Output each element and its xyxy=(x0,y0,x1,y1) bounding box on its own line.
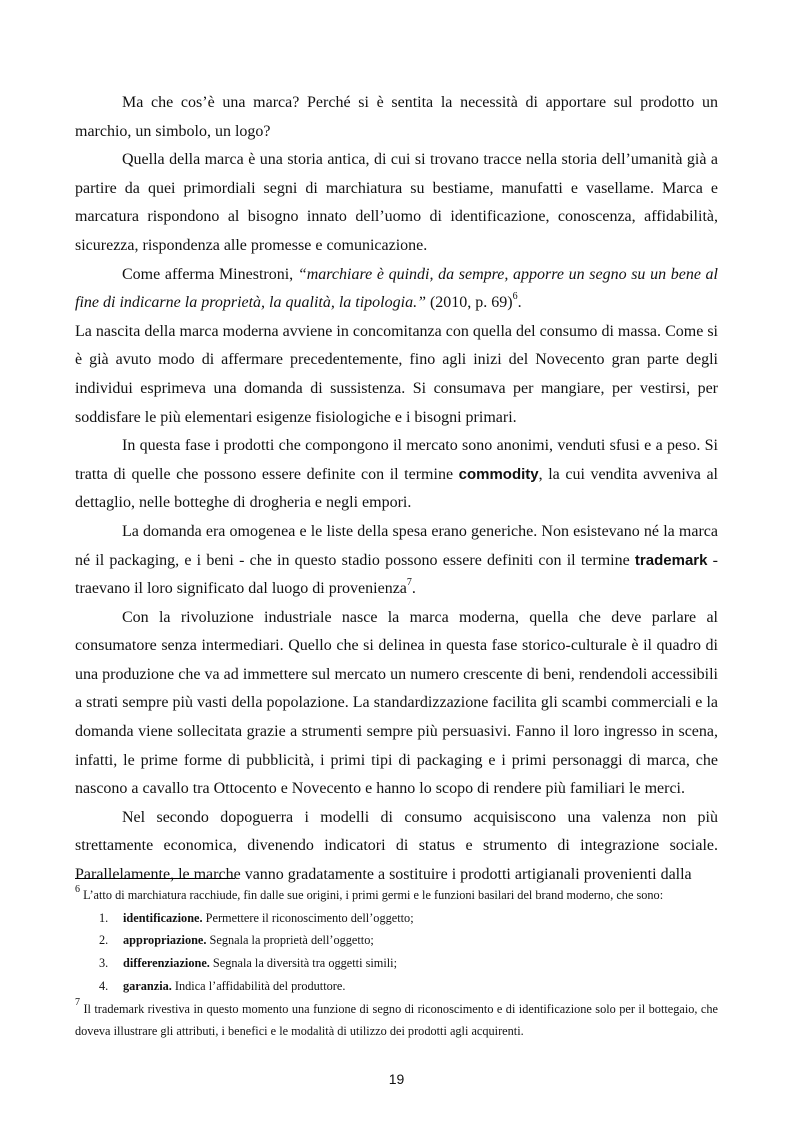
footnote-ref[interactable]: 7 xyxy=(406,576,412,588)
paragraph: La nascita della marca moderna avviene in concomitanza con quella del consumo di massa. Come si è già avuto modo di affermare precedentemente, fino agli inizi del Novecento gran parte degli individui esprimeva una domanda di sussistenza. Si consumava per mangiare, per vestirsi, per soddisfare le più elementari esigenze fisiologiche e i bisogni primari. xyxy=(75,322,718,426)
footnote-6 xyxy=(75,884,718,907)
term-trademark: trademark xyxy=(634,551,708,569)
paragraph xyxy=(75,518,718,604)
footnote-7 xyxy=(75,998,718,1043)
list-number: 3. xyxy=(99,956,109,971)
text-span: In questa fase i prodotti che compongono il mercato sono anonimi, venduti sfusi e a peso. Si tratta di quelle che possono essere definite con il termine xyxy=(75,437,718,483)
list-item xyxy=(75,907,718,930)
list-term: garanzia. xyxy=(123,978,172,993)
paragraph xyxy=(75,432,718,518)
term-commodity: commodity xyxy=(458,465,539,483)
list-term: identificazione. xyxy=(123,910,203,925)
paragraph: Con la rivoluzione industriale nasce la marca moderna, quella che deve parlare al consumatore senza intermediari. Quello che si delinea in questa fase storico-culturale è il quadro di una produzione che va ad immettere sul mercato un numero crescente di beni, rendendoli accessibili a strati sempre più vasti della popolazione. La standardizzazione facilita gli scambi commerciali e la domanda viene sollecitata grazie a strumenti sempre più persuasivi. Fanno il loro ingresso in scena, infatti, le prime forme di pubblicità, i primi tipi di packaging e i primi personaggi di marca, che nascono a cavallo tra Ottocento e Novecento e hanno lo scopo di rendere più familiari le merci. xyxy=(75,608,718,798)
footnote-text: L’atto di marchiatura racchiude, fin dalle sue origini, i primi germi e le funzioni basilari del brand moderno, che sono: xyxy=(80,888,664,902)
citation: (2010, p. 69) xyxy=(425,294,513,312)
list-desc: Permettere il riconoscimento dell’oggetto; xyxy=(202,910,414,925)
list-number: 1. xyxy=(99,910,109,925)
list-number: 4. xyxy=(99,978,109,993)
footnote-ref[interactable]: 6 xyxy=(512,290,518,302)
footnote-divider xyxy=(75,878,235,879)
text-span: La domanda era omogenea e le liste della spesa erano generiche. Non esistevano né la marca né il packaging, e i beni - che in questo stadio possono essere definiti con il termine xyxy=(75,522,718,569)
list-item xyxy=(75,975,718,998)
paragraph: Quella della marca è una storia antica, di cui si trovano tracce nella storia dell’umanità già a partire da quei primordiali segni di marchiatura su bestiame, manufatti e vasellame. Marca e marcatura rispondono al bisogno innato dell’uomo di identificazione, conoscenza, affidabilità, sicurezza, rispondenza alle promesse e comunicazione. xyxy=(75,151,718,254)
text-span: . xyxy=(517,294,522,312)
footnote-list xyxy=(75,907,718,998)
list-number: 2. xyxy=(99,933,109,948)
footnote-number: 6 xyxy=(75,883,80,895)
text-span: - traevano il loro significato dal luogo di provenienza xyxy=(75,551,719,598)
body-text xyxy=(75,89,718,890)
list-desc: Segnala la proprietà dell’oggetto; xyxy=(206,933,374,948)
list-item xyxy=(75,929,718,952)
quote-text: “marchiare è quindi, da sempre, apporre un segno su un bene al fine di indicarne la proprietà, la qualità, la tipologia.” xyxy=(75,265,718,312)
list-item xyxy=(75,952,718,975)
footnote-text: Il trademark rivestiva in questo momento una funzione di segno di riconoscimento e di identificazione solo per il bottegaio, che doveva illustrare gli attributi, i benefici e le modalità di utilizzo dei prodotti agli acquirenti. xyxy=(75,1001,718,1039)
footnotes xyxy=(75,884,718,1043)
paragraph-quote xyxy=(75,261,718,318)
text-span: , la cui vendita avveniva al dettaglio, nelle botteghe di drogheria e negli empori. xyxy=(75,465,719,512)
text-span: . xyxy=(411,580,416,598)
footnote-number: 7 xyxy=(75,997,80,1009)
page-number: 19 xyxy=(388,1071,405,1087)
paragraph: Ma che cos’è una marca? Perché si è sentita la necessità di apportare sul prodotto un marchio, un simbolo, un logo? xyxy=(75,94,718,140)
text-span: Come afferma Minestroni, xyxy=(122,265,298,283)
list-desc: Indica l’affidabilità del produttore. xyxy=(171,978,346,993)
list-desc: Segnala la diversità tra oggetti simili; xyxy=(209,956,398,971)
list-term: appropriazione. xyxy=(123,933,207,948)
paragraph: Nel secondo dopoguerra i modelli di consumo acquisiscono una valenza non più strettamente economica, divenendo indicatori di status e strumento di integrazione sociale. Parallelamente, le marche vanno gradatamente a sostituire i prodotti artigianali provenienti dalla xyxy=(75,808,718,884)
list-term: differenziazione. xyxy=(123,956,210,971)
